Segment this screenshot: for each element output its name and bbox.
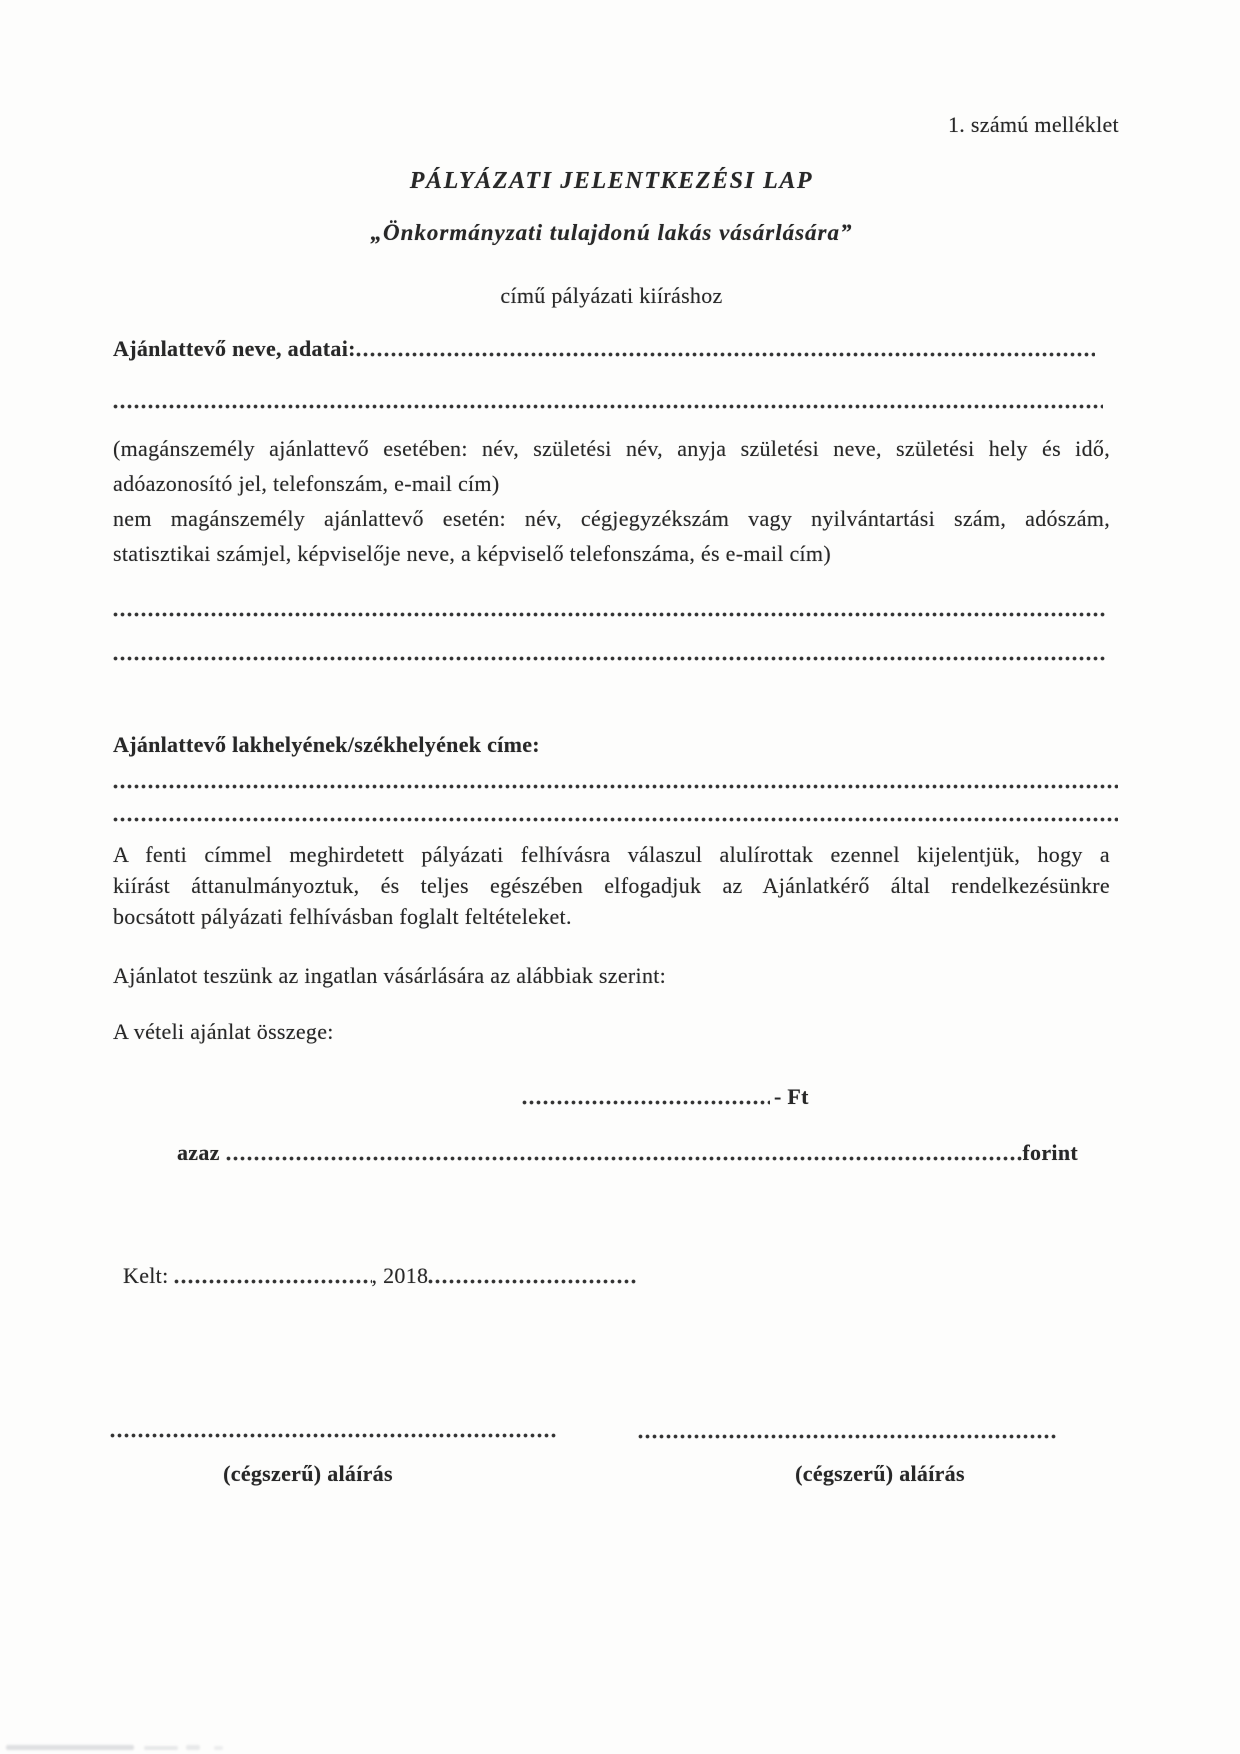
offerer-address-label: Ajánlattevő lakhelyének/székhelyének címe: xyxy=(113,732,540,757)
declaration-line: kiírást áttanulmányoztuk, és teljes egészében elfogadjuk az Ajánlatkérő által rendelkezésünkre xyxy=(113,873,1110,898)
declaration-line: A fenti címmel meghirdetett pályázati felhívásra válaszul alulírottak ezennel kijelentjük, hogy a xyxy=(113,842,1110,867)
signature-line-right xyxy=(638,1434,1058,1439)
offerer-notes-line: adóazonosító jel, telefonszám, e-mail cím) xyxy=(113,471,500,496)
offerer-name-blank-line xyxy=(113,404,1103,409)
declaration-paragraph xyxy=(113,839,1110,932)
scan-artifact xyxy=(144,1746,178,1750)
offer-amount-field xyxy=(522,1084,822,1110)
offerer-data-blank-line xyxy=(113,656,1105,661)
form-subtitle-note: című pályázati kiíráshoz xyxy=(500,283,723,308)
declaration-line: bocsátott pályázati felhívásban foglalt feltételeket. xyxy=(113,904,572,929)
offer-amount-words-field xyxy=(177,1140,1078,1166)
date-label: Kelt: xyxy=(123,1263,169,1288)
offerer-notes-line: statisztikai számjel, képviselője neve, a képviselő telefonszáma, és e-mail cím) xyxy=(113,541,831,566)
offerer-address-blank-line xyxy=(113,784,1118,789)
form-title: PÁLYÁZATI JELENTKEZÉSI LAP xyxy=(409,168,814,194)
amount-words-prefix: azaz xyxy=(177,1140,220,1165)
scan-artifact xyxy=(186,1745,200,1750)
offerer-name-label: Ajánlattevő neve, adatai: xyxy=(113,336,356,361)
amount-words-blank xyxy=(226,1156,1023,1161)
offer-amount-blank xyxy=(522,1100,770,1105)
scan-artifact xyxy=(6,1745,134,1750)
offer-intro: Ajánlatot teszünk az ingatlan vásárlására az alábbiak szerint: xyxy=(113,963,667,988)
amount-words-suffix: forint xyxy=(1022,1140,1078,1165)
attachment-number-label: 1. számú melléklet xyxy=(948,112,1119,137)
date-day-blank xyxy=(428,1279,636,1284)
date-field xyxy=(123,1263,663,1289)
form-subtitle: „Önkormányzati tulajdonú lakás vásárlására” xyxy=(370,220,853,245)
offer-amount-label: A vételi ajánlat összege: xyxy=(113,1019,334,1044)
offer-amount-unit: - Ft xyxy=(774,1084,809,1109)
signature-label-right: (cégszerű) aláírás xyxy=(795,1461,965,1486)
offerer-notes-line: (magánszemély ajánlattevő esetében: név, születési név, anyja születési neve, születési hely és idő, xyxy=(113,436,1110,461)
offerer-notes-line: nem magánszemély ajánlattevő esetén: név, cégjegyzékszám vagy nyilvántartási szám, adószám, xyxy=(113,506,1110,531)
offerer-name-field xyxy=(113,336,1095,362)
offerer-name-blank xyxy=(356,352,1095,357)
scan-artifact xyxy=(214,1746,223,1750)
signature-label-left: (cégszerű) aláírás xyxy=(223,1461,393,1486)
signature-line-left xyxy=(110,1433,557,1438)
offerer-notes xyxy=(113,431,1110,571)
offerer-data-blank-line xyxy=(113,612,1105,617)
offerer-address-blank-line xyxy=(113,817,1118,822)
date-year-label: , 2018 xyxy=(371,1263,429,1288)
date-place-blank xyxy=(174,1279,372,1284)
